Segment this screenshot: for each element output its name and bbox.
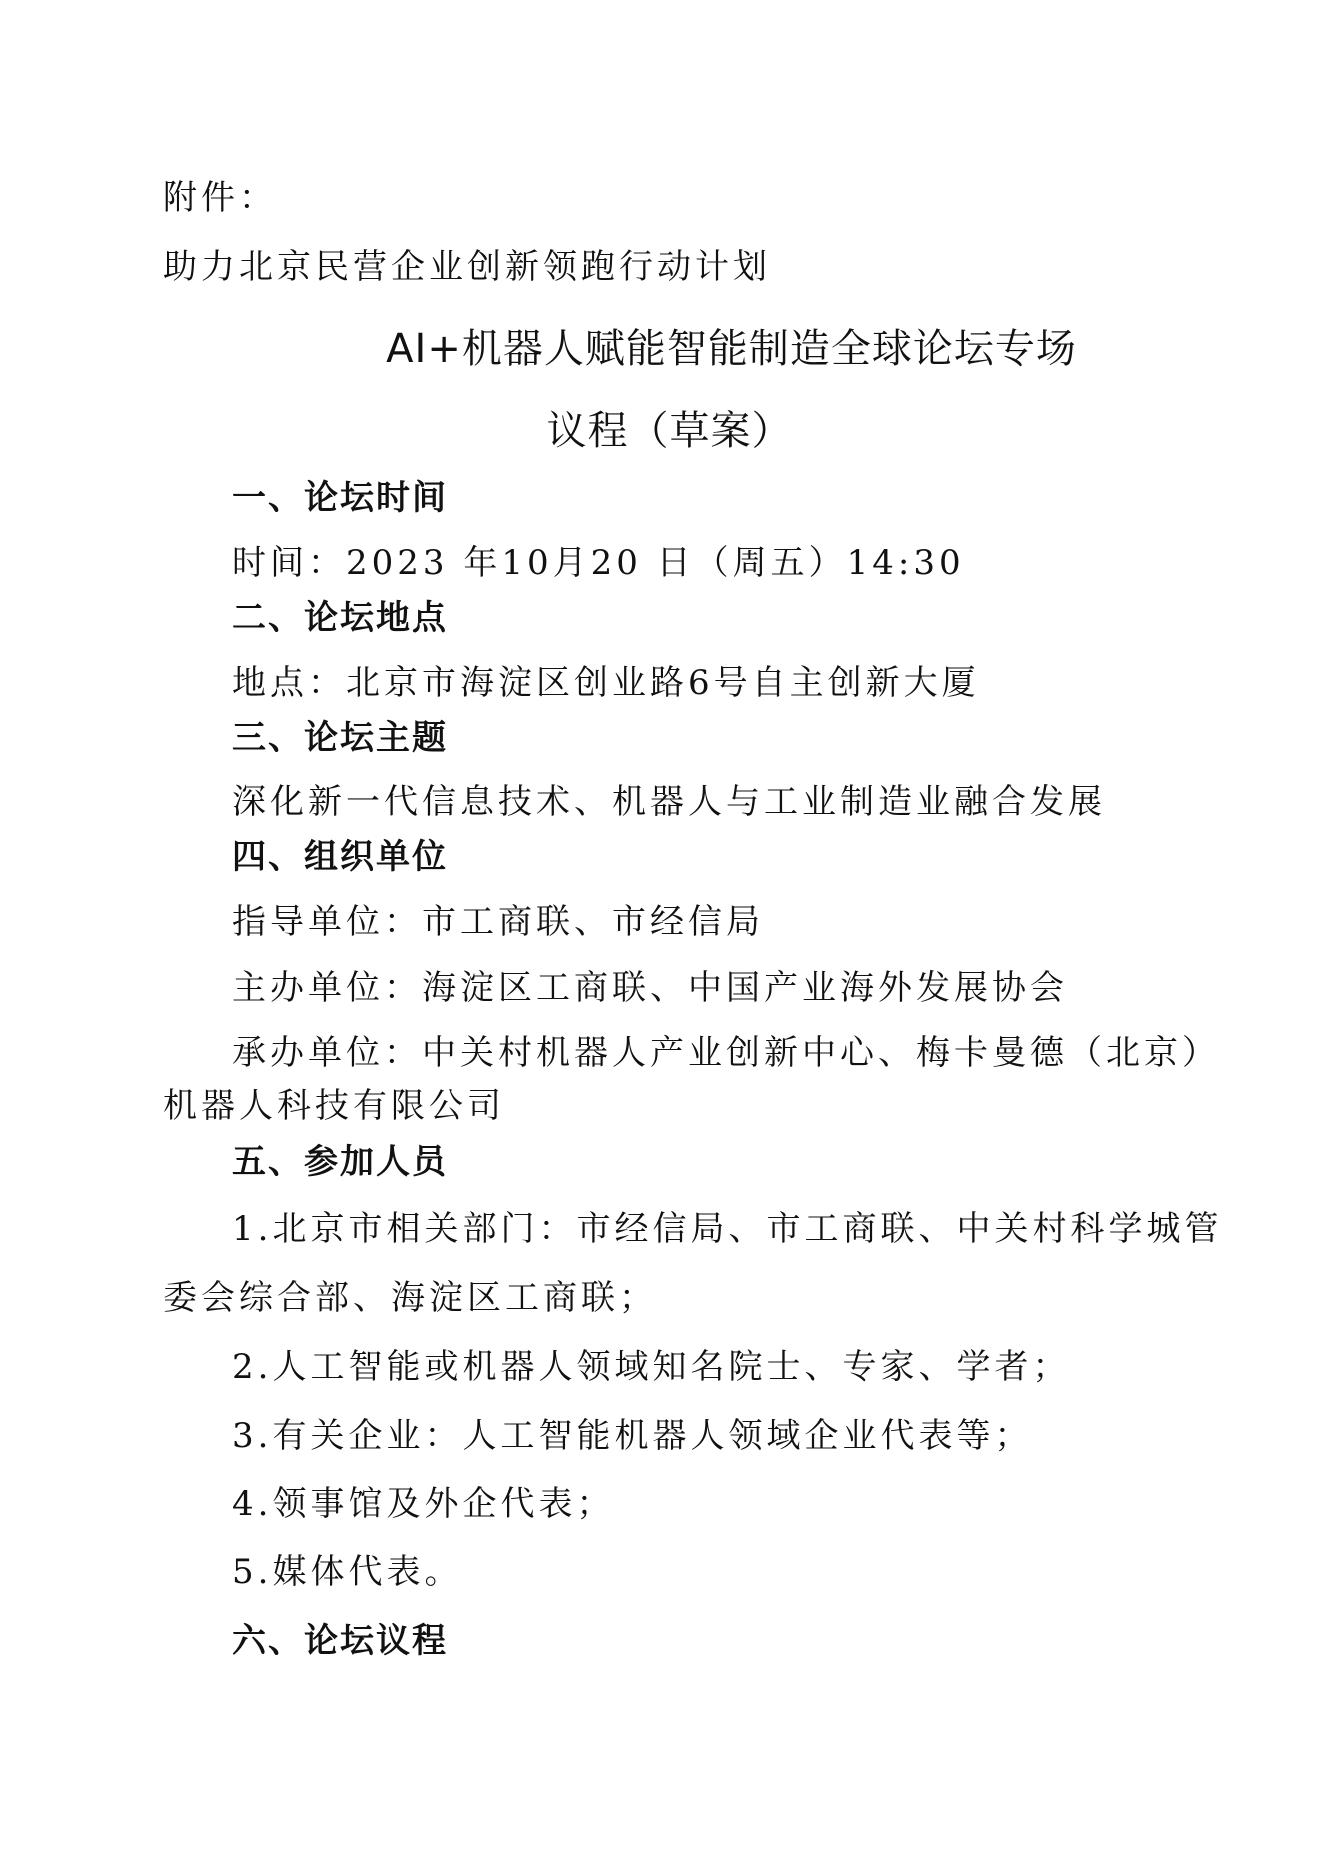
host-unit-text: 主办单位：海淀区工商联、中国产业海外发展协会 [232,968,1068,1008]
document-title: AI+机器人赋能智能制造全球论坛专场 [386,326,1077,372]
section-heading-time: 一、论坛时间 [232,478,448,518]
undertake-unit-text-line1: 承办单位：中关村机器人产业创新中心、梅卡曼德（北京） [232,1033,1220,1073]
participant-item-3: 3.有关企业：人工智能机器人领域企业代表等； [232,1416,1033,1456]
participant-item-2: 2.人工智能或机器人领域知名院士、专家、学者； [232,1347,1071,1387]
attachment-label: 附件： [163,178,277,218]
participant-item-1-line2: 委会综合部、海淀区工商联； [163,1278,657,1318]
section-heading-participants: 五、参加人员 [232,1142,448,1182]
theme-text: 深化新一代信息技术、机器人与工业制造业融合发展 [232,782,1106,822]
participant-item-5: 5.媒体代表。 [232,1552,463,1592]
undertake-unit-text-line2: 机器人科技有限公司 [163,1086,505,1126]
section-heading-location: 二、论坛地点 [232,598,448,638]
guide-unit-text: 指导单位：市工商联、市经信局 [232,902,764,942]
document-subtitle: 议程（草案） [546,408,793,454]
section-heading-theme: 三、论坛主题 [232,718,448,758]
location-text: 地点：北京市海淀区创业路6号自主创新大厦 [232,663,980,703]
section-heading-organizers: 四、组织单位 [232,837,448,877]
time-text: 时间：2023 年10月20 日（周五）14:30 [232,543,965,583]
participant-item-1-line1: 1.北京市相关部门：市经信局、市工商联、中关村科学城管 [232,1209,1223,1249]
participant-item-4: 4.领事馆及外企代表； [232,1484,615,1524]
program-line: 助力北京民营企业创新领跑行动计划 [163,247,771,287]
section-heading-agenda: 六、论坛议程 [232,1621,448,1661]
